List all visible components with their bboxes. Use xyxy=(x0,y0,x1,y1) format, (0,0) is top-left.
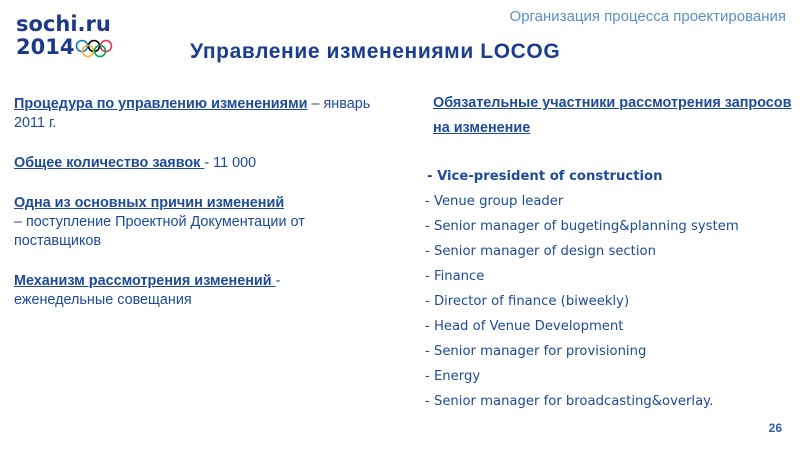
list-item: - Finance xyxy=(425,269,485,284)
left-column xyxy=(14,95,374,331)
participants-heading: Обязательные участники рассмотрения запросов на изменение xyxy=(433,95,792,136)
main-reason-text: – поступление Проектной Документации от поставщиков xyxy=(14,214,305,249)
svg-text:sochi.ru: sochi.ru xyxy=(16,12,111,36)
list-item: - Senior manager of bugeting&planning system xyxy=(425,219,739,234)
procedure-label: Процедура по управлению изменениями xyxy=(14,96,308,112)
list-item: - Senior manager of design section xyxy=(425,244,656,259)
olympic-rings-icon xyxy=(77,41,112,57)
review-mechanism-text: - еженедельные совещания xyxy=(14,273,281,308)
request-count-label: Общее количество заявок xyxy=(14,155,205,171)
sochi-2014-logo xyxy=(14,10,126,58)
list-item: - Head of Venue Development xyxy=(425,319,624,334)
list-item: - Vice-president of construction xyxy=(427,169,663,184)
procedure-block xyxy=(14,95,374,133)
review-mechanism-label: Механизм рассмотрения изменений xyxy=(14,273,276,289)
list-item: - Venue group leader xyxy=(425,194,564,209)
svg-text:2014: 2014 xyxy=(16,35,75,58)
slide-title: Управление изменениями LOCOG xyxy=(190,40,561,63)
list-item: - Director of finance (biweekly) xyxy=(425,294,630,309)
list-item: - Energy xyxy=(425,369,481,384)
list-item: - Senior manager for broadcasting&overlay. xyxy=(425,394,714,409)
procedure-text: – январь 2011 г. xyxy=(14,96,371,131)
request-count-text: - 11 000 xyxy=(204,155,257,171)
right-column xyxy=(425,91,795,414)
request-count-block xyxy=(14,154,374,173)
main-reason-block xyxy=(14,194,374,251)
page-number: 26 xyxy=(768,421,782,435)
section-header: Организация процесса проектирования xyxy=(509,8,786,25)
list-item: - Senior manager for provisioning xyxy=(425,344,647,359)
review-mechanism-block xyxy=(14,272,374,310)
participants-list xyxy=(425,164,795,414)
main-reason-label: Одна из основных причин изменений xyxy=(14,195,285,211)
